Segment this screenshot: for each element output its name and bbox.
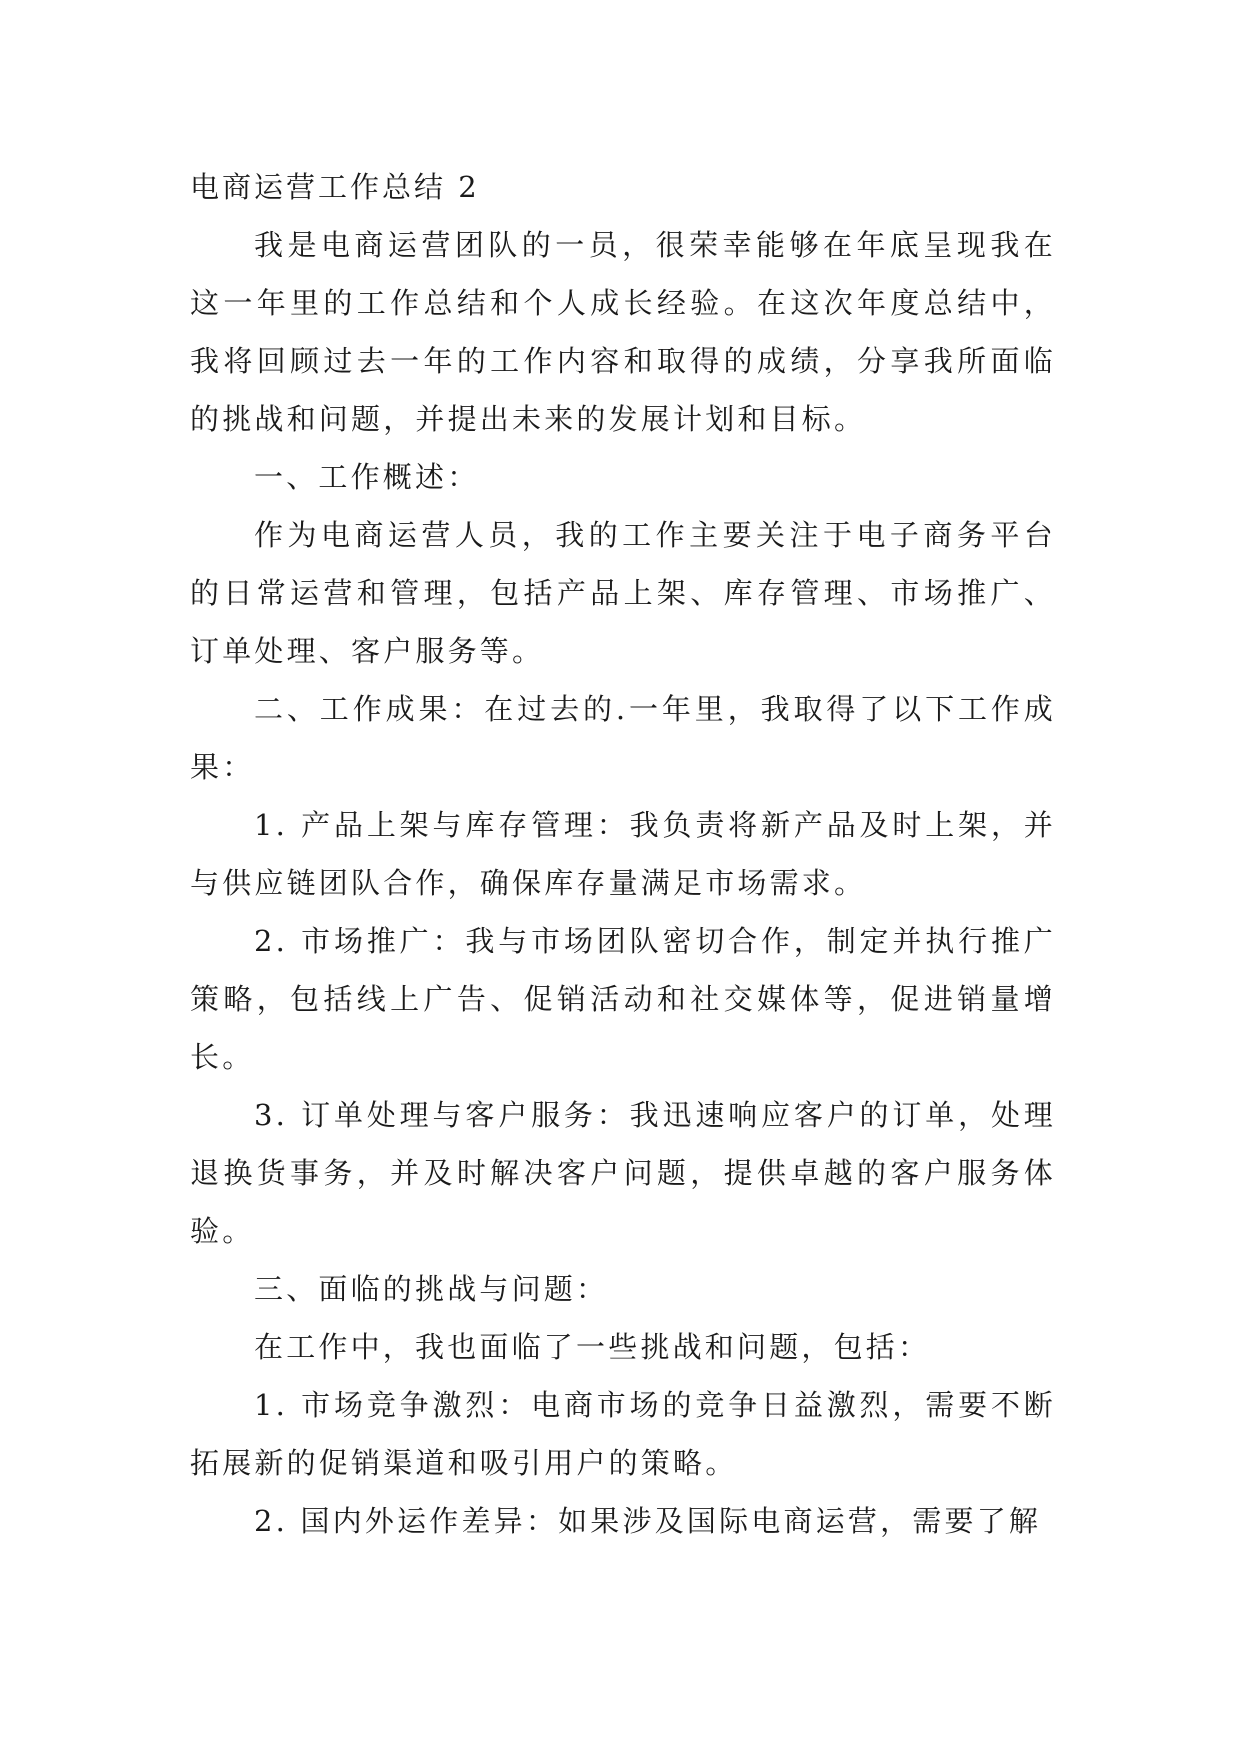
paragraph-work-overview: 作为电商运营人员，我的工作主要关注于电子商务平台的日常运营和管理，包括产品上架、库存管理、市场推广、订单处理、客户服务等。 [190,518,1056,668]
paragraph-intro: 我是电商运营团队的一员，很荣幸能够在年底呈现我在这一年里的工作总结和个人成长经验。在这次年度总结中，我将回顾过去一年的工作内容和取得的成绩，分享我所面临的挑战和问题，并提出未来的发展计划和目标。 [190,228,1056,436]
heading-work-overview: 一、工作概述： [254,460,480,494]
document-body [190,158,1056,1550]
paragraph-challenge-2: 2. 国内外运作差异：如果涉及国际电商运营，需要了解 [254,1504,1042,1538]
heading-work-results: 二、工作成果：在过去的.一年里，我取得了以下工作成果： [190,692,1056,784]
paragraph-result-3: 3. 订单处理与客户服务：我迅速响应客户的订单，处理退换货事务，并及时解决客户问题，提供卓越的客户服务体验。 [190,1098,1056,1248]
paragraph-result-2: 2. 市场推广：我与市场团队密切合作，制定并执行推广策略，包括线上广告、促销活动和社交媒体等，促进销量增长。 [190,924,1056,1074]
paragraph-challenges-intro: 在工作中，我也面临了一些挑战和问题，包括： [254,1330,931,1364]
paragraph-result-1: 1. 产品上架与库存管理：我负责将新产品及时上架，并与供应链团队合作，确保库存量满足市场需求。 [190,808,1056,900]
heading-challenges: 三、面临的挑战与问题： [254,1272,609,1306]
document-title: 电商运营工作总结 2 [190,170,480,204]
paragraph-challenge-1: 1. 市场竞争激烈：电商市场的竞争日益激烈，需要不断拓展新的促销渠道和吸引用户的策略。 [190,1388,1056,1480]
